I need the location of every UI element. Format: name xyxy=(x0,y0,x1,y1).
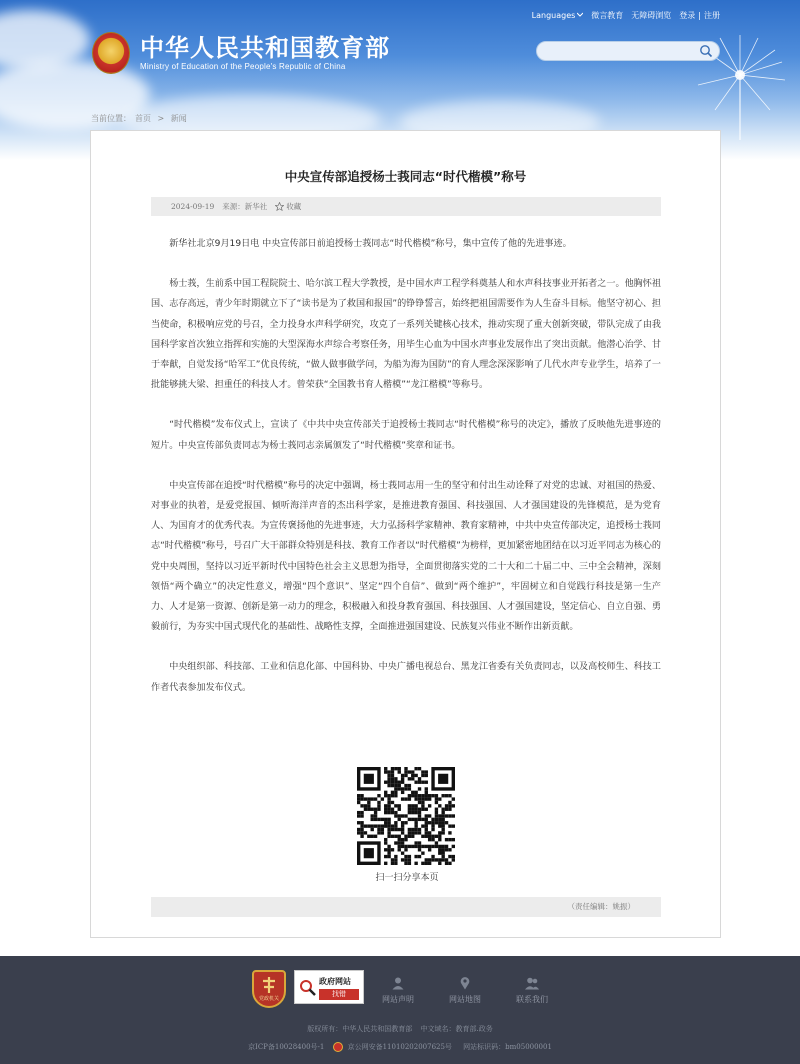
find-error-title: 政府网站 xyxy=(319,977,351,986)
breadcrumb-arrow: > xyxy=(157,114,165,123)
person-icon xyxy=(391,976,405,990)
footer-link-statement[interactable] xyxy=(368,976,428,1005)
footer-link-sitemap[interactable] xyxy=(435,976,495,1005)
search-box xyxy=(536,41,720,61)
find-error-label: 找错 xyxy=(319,989,359,1000)
article-paragraph: 中央组织部、科技部、工业和信息化部、中国科协、中央广播电视总台、黑龙江省委有关负责同志，以及高校师生、科技工作者代表参加发布仪式。 xyxy=(151,662,661,693)
footer-link-label: 联系我们 xyxy=(516,995,548,1004)
police-record[interactable]: 京公网安备11010202007625号 xyxy=(347,1043,452,1051)
search-icon[interactable] xyxy=(699,44,713,58)
national-emblem-icon xyxy=(92,32,130,74)
party-gov-badge[interactable] xyxy=(252,970,286,1008)
article-body xyxy=(151,234,661,718)
badge-label: 党政机关 xyxy=(258,996,279,1002)
logo-chinese-name: 中华人民共和国教育部 xyxy=(140,33,390,62)
article-paragraph: 新华社北京9月19日电 中央宣传部日前追授杨士莪同志“时代楷模”称号，集中宣传了他的先进事迹。 xyxy=(169,239,572,249)
footer-link-label: 网站地图 xyxy=(449,995,481,1004)
contacts-icon xyxy=(524,976,540,990)
icp-number[interactable]: 京ICP备10028400号-1 xyxy=(248,1043,325,1051)
login-link[interactable]: 登录 xyxy=(679,10,696,20)
copyright-text: 版权所有：中华人民共和国教育部 xyxy=(307,1025,413,1033)
responsible-editor: （责任编辑：姚振） xyxy=(151,897,661,917)
qr-code-icon xyxy=(357,767,455,865)
star-icon xyxy=(275,202,284,211)
article-date: 2024-09-19 xyxy=(171,202,215,211)
copyright-line xyxy=(0,1024,800,1034)
icp-line xyxy=(0,1042,800,1052)
favorite-label: 收藏 xyxy=(286,202,302,211)
article-meta xyxy=(151,197,661,216)
search-input[interactable] xyxy=(545,44,695,58)
register-link[interactable]: 注册 xyxy=(704,10,720,20)
weibo-link[interactable]: 微言教育 xyxy=(591,10,624,20)
breadcrumb-home[interactable]: 首页 xyxy=(135,114,151,123)
logo-english-name: Ministry of Education of the People's Republic of China xyxy=(140,62,346,71)
article-source: 来源：新华社 xyxy=(222,202,268,211)
top-links xyxy=(524,8,720,22)
badge-emblem-icon xyxy=(254,975,284,997)
footer-link-contact[interactable] xyxy=(502,976,562,1005)
map-pin-icon xyxy=(458,976,472,990)
share-qr xyxy=(357,767,457,883)
chevron-down-icon xyxy=(577,12,583,18)
find-error-badge[interactable] xyxy=(294,970,364,1004)
article-paragraph: 中央宣传部在追授“时代楷模”称号的决定中强调，杨士莪同志用一生的坚守和付出生动诠释了对党的忠诚、对祖国的热爱、对事业的执着，是爱党报国、倾听海洋声音的杰出科学家，是推进教育强国、科技强国、人才强国建设的先锋模范，是为党育人、为国育才的优秀代表。为宣传褒扬他的先进事迹，大力弘扬科学家精神、教育家精神，中共中央宣传部决定，追授杨士莪同志“时代楷模”称号，号召广大干部群众特别是科技、教育工作者以“时代楷模”为榜样，更加紧密地团结在以习近平同志为核心的党中央周围，坚持以习近平新时代中国特色社会主义思想为指导，全面贯彻落实党的二十大和二十届二中、三中全会精神，深刻领悟“两个确立”的决定性意义，增强“四个意识”、坚定“四个自信”、做到“两个维护”，牢固树立和自觉践行科技是第一生产力、人才是第一资源、创新是第一动力的理念，积极融入和投身教育强国、科技强国、人才强国建设，坚定信心、自立自强、勇毅前行，为夯实中国式现代化的基础性、战略性支撑，全面推进强国建设、民族复兴伟业不断作出新贡献。 xyxy=(151,480,661,633)
article-paragraph: “时代楷模”发布仪式上，宣读了《中共中央宣传部关于追授杨士莪同志“时代楷模”称号的决定》，播放了反映他先进事迹的短片。中央宣传部负责同志为杨士莪同志亲属颁发了“时代楷模”奖章和证书。 xyxy=(151,420,661,451)
police-badge-icon xyxy=(333,1042,343,1052)
site-id: 网站标识码：bm05000001 xyxy=(463,1043,552,1051)
accessible-link[interactable]: 无障碍浏览 xyxy=(631,10,672,20)
chinese-domain: 中文域名：教育部.政务 xyxy=(420,1025,493,1033)
site-logo[interactable] xyxy=(92,32,390,74)
magnifier-icon xyxy=(299,979,317,997)
breadcrumb xyxy=(91,113,191,124)
qr-label: 扫一扫分享本页 xyxy=(375,873,439,883)
footer-link-label: 网站声明 xyxy=(382,995,414,1004)
article-paragraph: 杨士莪，生前系中国工程院院士、哈尔滨工程大学教授，是中国水声工程学科奠基人和水声科技事业开拓者之一。他胸怀祖国、志存高远，青少年时期就立下了“读书是为了救国和报国”的铮铮誓言，始终把祖国需要作为人生奋斗目标。他坚守初心、担当使命，积极响应党的号召，全力投身水声科学研究，攻克了一系列关键核心技术，推动实现了重大创新突破，带队完成了由我国科学家首次独立指挥和实施的大型深海水声综合考察任务，用毕生心血为中国水声事业发展作出了突出贡献。他潜心治学、甘于奉献，自觉发扬“哈军工”优良传统，“做人做事做学问，为船为海为国防”的育人理念深深影响了几代水声专业学生，培养了一批能够挑大梁、担重任的科技人才。曾荣获“全国教书育人楷模”“龙江楷模”等称号。 xyxy=(151,279,661,391)
article-title: 中央宣传部追授杨士莪同志“时代楷模”称号 xyxy=(284,169,527,184)
breadcrumb-prefix: 当前位置： xyxy=(91,114,131,123)
favorite-button[interactable] xyxy=(275,201,309,212)
breadcrumb-current[interactable]: 新闻 xyxy=(170,114,187,123)
languages-link[interactable]: Languages xyxy=(531,10,576,20)
article-card xyxy=(90,130,721,938)
link-separator: | xyxy=(698,10,701,20)
